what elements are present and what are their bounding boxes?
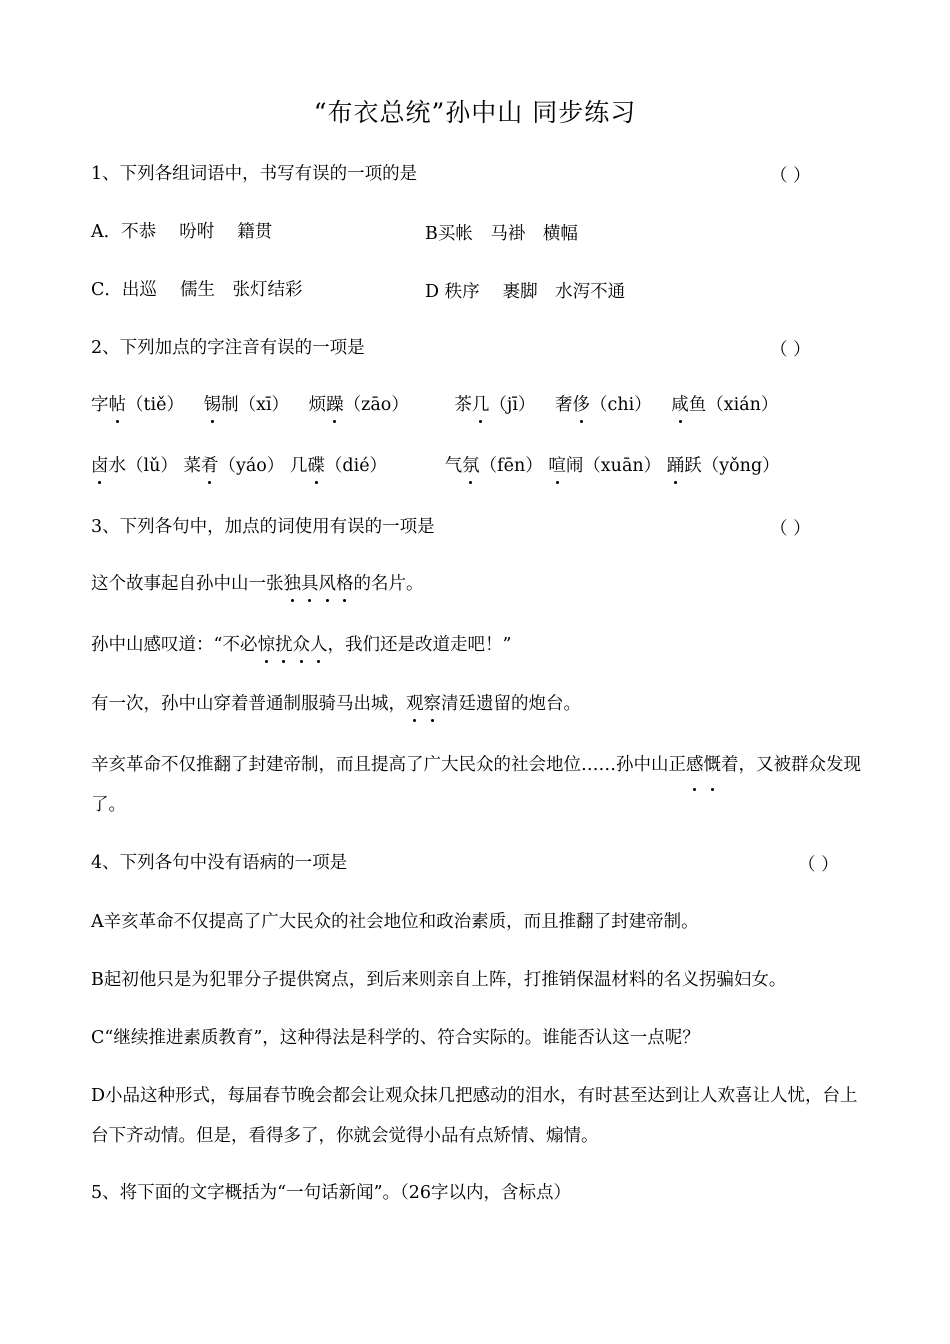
q3-s2-dotted: 惊扰众人 xyxy=(257,635,328,655)
q4-option-a: A辛亥革命不仅提高了广大民众的社会地位和政治素质，而且推翻了封建帝制。 xyxy=(91,912,699,932)
q3-sentence-1: 这个故事起自孙中山一张独具风格的名片。 xyxy=(91,574,424,594)
q1-option-b: B买帐 马褂 横幅 xyxy=(425,224,578,244)
q1-option-a: A．不恭 吩咐 籍贯 xyxy=(91,222,273,242)
q2-r1-item-6: 咸鱼（xián） xyxy=(671,395,779,415)
q3-sentence-2: 孙中山感叹道：“不必惊扰众人，我们还是改道走吧！” xyxy=(91,635,512,655)
q2-r2-item-3: 几碟（dié） xyxy=(289,456,388,476)
q2-r1-item-4: 茶几（jī） xyxy=(454,395,536,415)
q2-r1-item-2: 锡制（xī） xyxy=(203,395,290,415)
q2-r2-item-1: 卤水（lǔ） xyxy=(91,456,178,476)
q4-answer-paren: （ ） xyxy=(798,855,839,875)
q2-row-2 xyxy=(91,454,780,478)
q2-r2-item-5: 喧闹（xuān） xyxy=(548,456,662,476)
q4-option-c: C“继续推进素质教育”，这种得法是科学的、符合实际的。谁能否认这一点呢？ xyxy=(91,1028,700,1048)
q5-stem: 5、将下面的文字概括为“一句话新闻”。（26字以内，含标点） xyxy=(91,1183,572,1203)
q2-stem: 2、下列加点的字注音有误的一项是 xyxy=(91,338,365,358)
q1-stem: 1、下列各组词语中，书写有误的一项的是 xyxy=(91,164,418,184)
q2-r1-item-3: 烦躁（zāo） xyxy=(308,395,409,415)
page-title: “布衣总统”孙中山 同步练习 xyxy=(313,98,637,127)
q2-r2-item-6: 踊跃（yǒng） xyxy=(666,456,780,476)
q1-option-d: D 秩序 裹脚 水泻不通 xyxy=(425,282,626,302)
q2-r1-item-1: 字帖（tiě） xyxy=(91,395,184,415)
q3-stem: 3、下列各句中，加点的词使用有误的一项是 xyxy=(91,517,435,537)
q3-sentence-3: 有一次，孙中山穿着普通制服骑马出城，观察清廷遗留的炮台。 xyxy=(91,694,581,714)
q3-answer-paren: （ ） xyxy=(770,519,811,539)
q3-sentence-4: 辛亥革命不仅推翻了封建帝制，而且提高了广大民众的社会地位……孙中山正感慨着，又被群众发现了。 xyxy=(91,745,861,825)
q1-option-c: C．出巡 儒生 张灯结彩 xyxy=(91,280,303,300)
q3-s3-dotted: 观察 xyxy=(406,694,441,714)
q4-option-b: B起初他只是为犯罪分子提供窝点，到后来则亲自上阵，打推销保温材料的名义拐骗妇女。 xyxy=(91,970,787,990)
q3-s1-dotted: 独具风格 xyxy=(283,574,354,594)
q2-r1-item-5: 奢侈（chi） xyxy=(555,395,652,415)
q3-s4-dotted: 感慨 xyxy=(686,755,721,775)
q4-stem: 4、下列各句中没有语病的一项是 xyxy=(91,853,348,873)
q2-r2-item-2: 菜肴（yáo） xyxy=(183,456,285,476)
q2-r2-item-4: 气氛（fēn） xyxy=(444,456,543,476)
q2-answer-paren: （ ） xyxy=(770,340,811,360)
q1-answer-paren: （ ） xyxy=(770,166,811,186)
q2-row-1 xyxy=(91,393,778,417)
q4-option-d: D小品这种形式，每届春节晚会都会让观众抹几把感动的泪水，有时甚至达到让人欢喜让人忧，台上台下齐动情。但是，看得多了，你就会觉得小品有点矫情、煽情。 xyxy=(91,1086,858,1146)
